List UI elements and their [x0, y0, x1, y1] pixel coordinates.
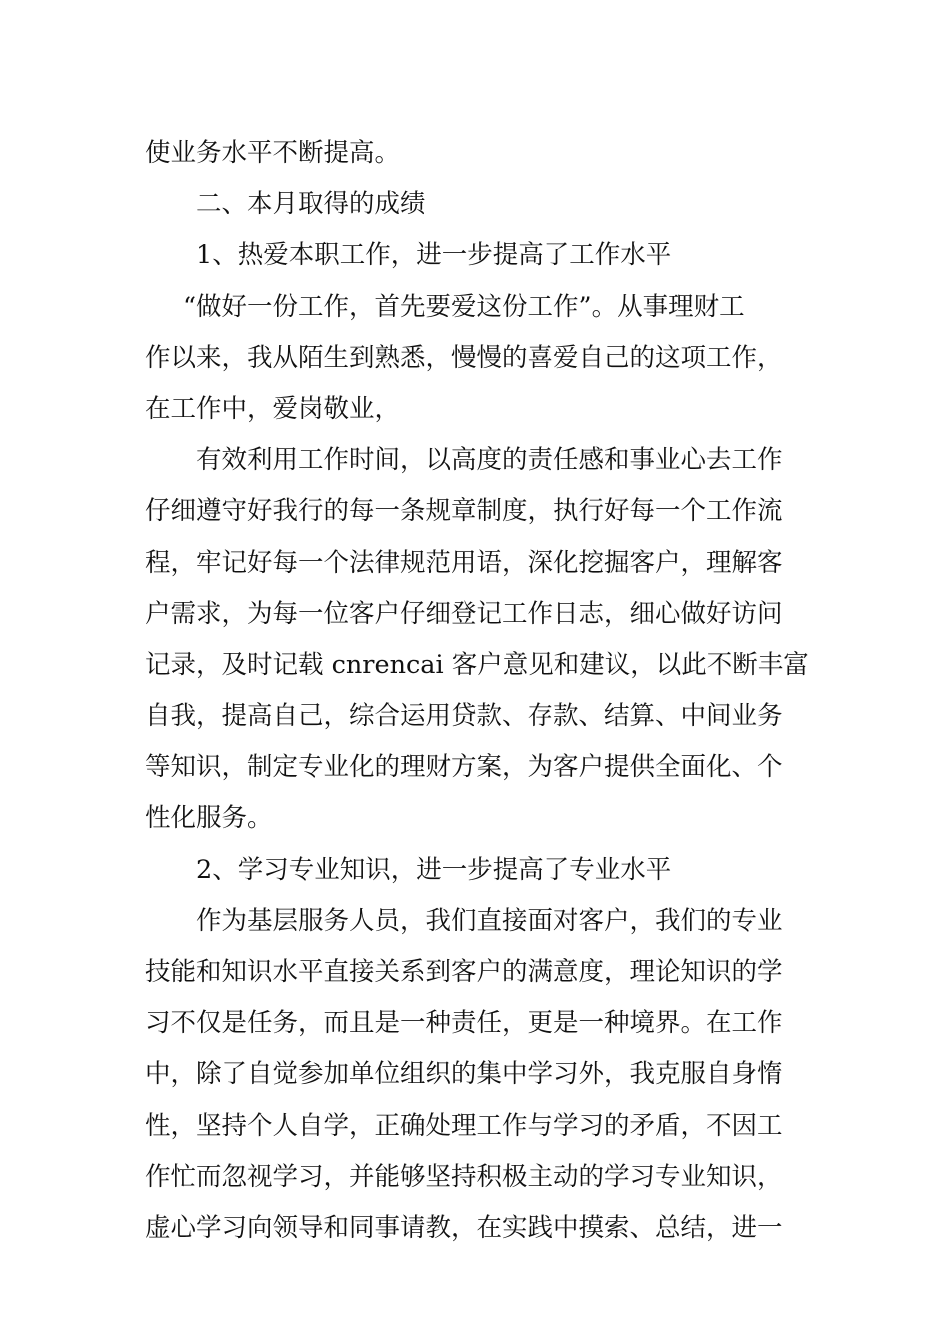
text-line: 有效利用工作时间，以高度的责任感和事业心去工作 — [196, 445, 783, 476]
text-line: 作忙而忽视学习，并能够坚持积极主动的学习专业知识， — [145, 1161, 783, 1192]
document-body — [145, 128, 810, 1254]
text-line: “做好一份工作，首先要爱这份工作”。从事理财工 — [183, 291, 745, 322]
text-line: 性化服务。 — [145, 803, 273, 834]
text-line: 在工作中，爱岗敬业， — [145, 393, 401, 424]
text-line: 中，除了自觉参加单位组织的集中学习外，我克服自身惰 — [145, 1059, 783, 1090]
subsection-heading: 1、热爱本职工作，进一步提高了工作水平 — [196, 240, 672, 271]
section-heading: 二、本月取得的成绩 — [196, 189, 426, 220]
text-line: 习不仅是任务，而且是一种责任，更是一种境界。在工作 — [145, 1008, 783, 1039]
text-line: 作以来，我从陌生到熟悉，慢慢的喜爱自己的这项工作， — [145, 342, 783, 373]
text-line: 程，牢记好每一个法律规范用语，深化挖掘客户，理解客 — [145, 547, 783, 578]
text-line: 仔细遵守好我行的每一条规章制度，执行好每一个工作流 — [145, 496, 783, 527]
text-line: 虚心学习向领导和同事请教，在实践中摸索、总结，进一 — [145, 1212, 783, 1243]
text-line: 户需求，为每一位客户仔细登记工作日志，细心做好访问 — [145, 598, 783, 629]
subsection-heading: 2、学习专业知识，进一步提高了专业水平 — [196, 854, 672, 885]
text-line: 记录，及时记载 cnrencai 客户意见和建议，以此不断丰富 — [145, 649, 809, 680]
text-line: 性，坚持个人自学，正确处理工作与学习的矛盾，不因工 — [145, 1110, 783, 1141]
text-line: 使业务水平不断提高。 — [145, 138, 401, 168]
text-line: 作为基层服务人员，我们直接面对客户，我们的专业 — [196, 905, 783, 936]
text-line: 技能和知识水平直接关系到客户的满意度，理论知识的学 — [145, 957, 783, 987]
text-line: 自我，提高自己，综合运用贷款、存款、结算、中间业务 — [145, 701, 783, 732]
text-line: 等知识，制定专业化的理财方案，为客户提供全面化、个 — [145, 752, 783, 783]
